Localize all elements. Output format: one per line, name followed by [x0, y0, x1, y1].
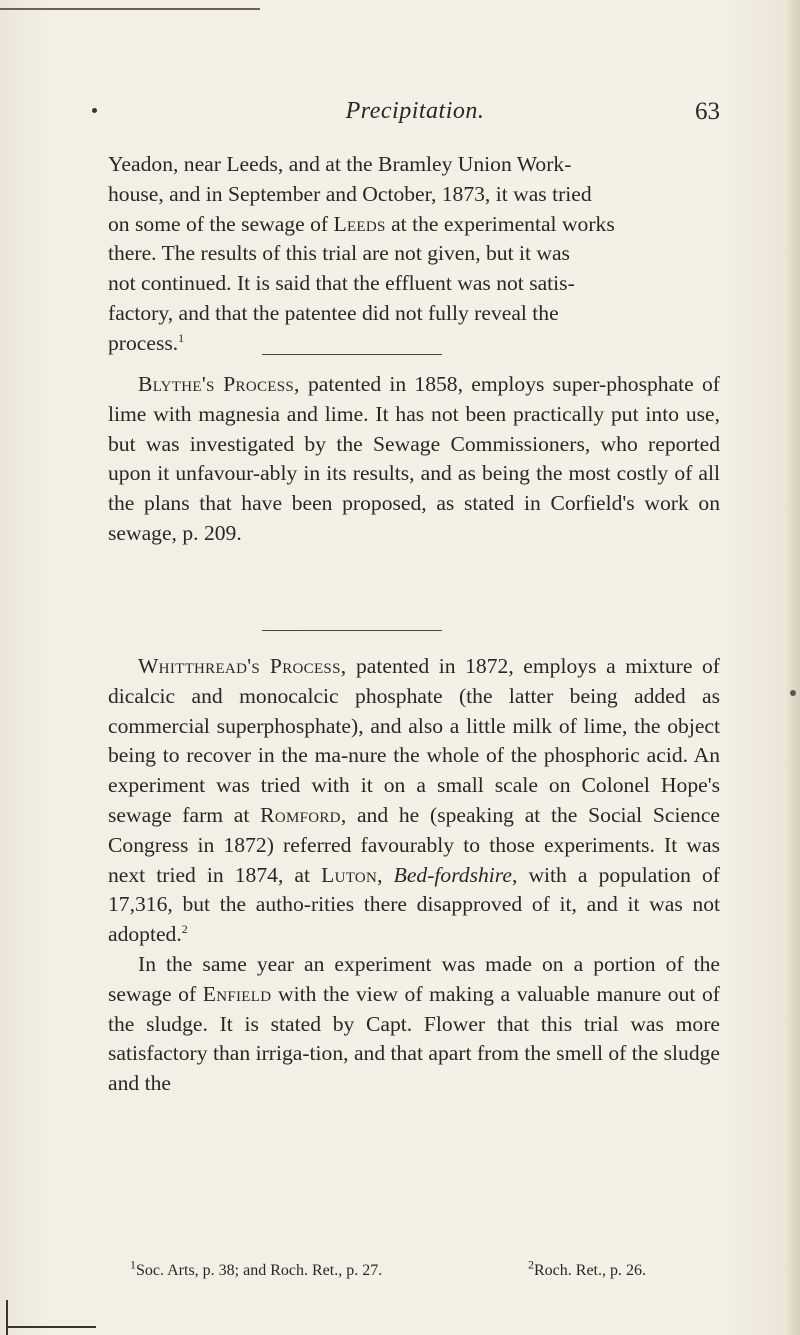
p1-line4: there. The results of this trial are not given, but it was [108, 241, 570, 266]
p3-text-b: , and he (speaking at the Social Science Congress in 1872) referred favourably to those experiments. It was next tried in 1874, at [108, 802, 720, 887]
paragraph-1 [108, 150, 720, 359]
p3-text-c: , [377, 862, 394, 887]
page-number: 63 [695, 98, 720, 125]
footnote-2 [528, 1257, 646, 1280]
footnote-1-text: Soc. Arts, p. 38; and Roch. Ret., p. 27. [136, 1262, 383, 1279]
p1-line6: factory, and that the patentee did not fully reveal the [108, 300, 559, 325]
section-rule-2 [262, 630, 442, 631]
heading-blythe: Blythe's Process, [138, 372, 300, 396]
p1-line3b: at the experimental works [385, 211, 615, 236]
p2-text: patented in 1858, employs super-phosphate of lime with magnesia and lime. It has not been practically put into use, but was investigated by the Sewage Commissioners, who reported upon it unfavour-ably in its results, and as being the most costly of all the plans that have been proposed, as stated in Corfield's work on sewage, p. 209. [108, 372, 720, 545]
p4-text-a: In the same year an experiment was made on a portion of the sewage of [108, 951, 720, 1006]
margin-mark [790, 690, 796, 696]
p3-text-a: patented in 1872, employs a mixture of dicalcic and monocalcic phosphate (the latter being added as commercial superphosphate), and also a little milk of lime, the object being to recover in the ma-nure the whole of the phosphoric acid. An experiment was tried with it on a small scale on Colonel Hope's sewage farm at [108, 654, 720, 827]
paragraph-2 [108, 370, 720, 549]
heading-whitthread: Whitthread's Process, [138, 654, 347, 678]
footnote-ref-1: 1 [178, 330, 185, 345]
p1-line1: Yeadon, near Leeds, and at the Bramley Union Work- [108, 152, 572, 176]
footnote-1-mark: 1 [130, 1257, 136, 1272]
scan-edge-line-left [6, 1300, 8, 1335]
place-romford: Romford [260, 802, 341, 827]
page-header [110, 98, 720, 138]
p1-line3a: on some of the sewage of [108, 211, 334, 236]
place-leeds: Leeds [333, 211, 386, 236]
place-bedfordshire: Bed-fordshire [393, 862, 512, 887]
header-dot [92, 108, 97, 113]
footnote-1 [130, 1257, 383, 1280]
footnote-2-mark: 2 [528, 1257, 534, 1272]
place-luton: Luton [321, 862, 378, 887]
running-title: Precipitation. [345, 98, 485, 124]
page-edge-shadow [786, 0, 800, 1335]
p1-line2: house, and in September and October, 1873, it was tried [108, 181, 592, 206]
footnote-ref-2: 2 [181, 921, 188, 936]
scan-edge-line [0, 8, 260, 10]
p1-line7: process. [108, 330, 179, 355]
p4-text-b: with the view of making a valuable manure out of the sludge. It is stated by Capt. Flower that this trial was more satisfactory than irriga-tion, and that apart from the smell of the sludge and the [108, 981, 720, 1096]
section-rule-1 [262, 354, 442, 355]
place-enfield: Enfield [202, 981, 272, 1006]
footnotes [130, 1257, 730, 1286]
paragraph-3 [108, 652, 720, 1099]
footnote-2-text: Roch. Ret., p. 26. [534, 1262, 646, 1279]
p3-text-d: , with a population of 17,316, but the autho-rities there disapproved of it, and it was not adopted. [108, 862, 720, 947]
scan-edge-line-bottom [6, 1326, 96, 1328]
p1-line5: not continued. It is said that the effluent was not satis- [108, 271, 575, 296]
